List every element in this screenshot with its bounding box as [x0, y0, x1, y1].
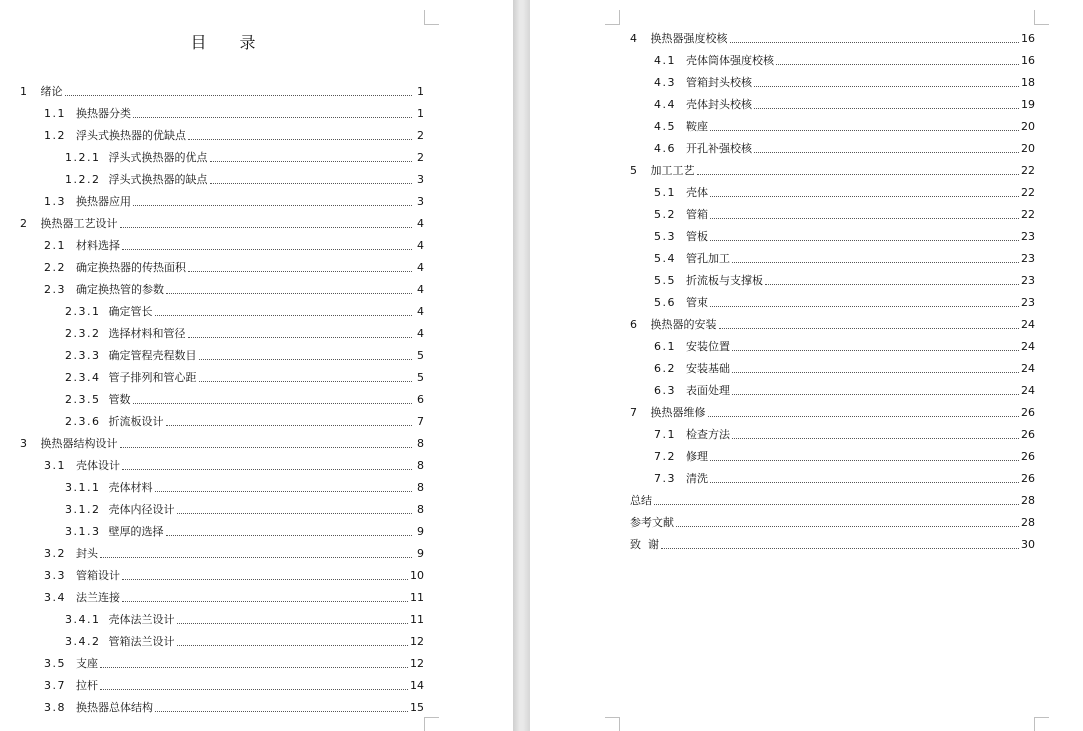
- toc-entry-title: 清洗: [686, 472, 708, 485]
- toc-entry[interactable]: [630, 93, 1035, 115]
- toc-entry-page: 12: [410, 656, 424, 670]
- toc-dot-leader: [776, 64, 1019, 65]
- toc-entry[interactable]: [630, 511, 1035, 533]
- toc-dot-leader: [732, 394, 1019, 395]
- toc-entry-title: 换热器工艺设计: [40, 217, 118, 230]
- toc-entry-number: 1.2: [44, 128, 66, 142]
- toc-entry[interactable]: [630, 379, 1035, 401]
- toc-dot-leader: [188, 337, 413, 338]
- toc-dot-leader: [710, 130, 1019, 131]
- toc-dot-leader: [155, 315, 413, 316]
- toc-entry[interactable]: [630, 49, 1035, 71]
- toc-entry-page: 22: [1021, 163, 1035, 177]
- toc-list-right: [630, 27, 1035, 555]
- toc-entry-number: 2.3.1: [65, 304, 101, 318]
- toc-dot-leader: [122, 601, 408, 602]
- page-left: [0, 0, 513, 731]
- toc-entry-page: 6: [417, 392, 424, 406]
- toc-dot-leader: [732, 438, 1019, 439]
- toc-entry-number: 2.3.6: [65, 414, 101, 428]
- toc-entry-title: 浮头式换热器的优点: [108, 151, 208, 164]
- toc-entry-number: 3.1.1: [65, 480, 101, 494]
- toc-entry-title: 壳体筒体强度校核: [686, 54, 774, 67]
- toc-list-left: [20, 80, 424, 718]
- toc-entry-title: 换热器总体结构: [76, 701, 153, 714]
- toc-entry-number: 5.1: [654, 185, 676, 199]
- toc-entry[interactable]: [20, 630, 424, 652]
- crop-mark: [424, 717, 439, 731]
- toc-dot-leader: [100, 667, 408, 668]
- toc-dot-leader: [199, 359, 413, 360]
- toc-dot-leader: [188, 139, 412, 140]
- toc-entry-number: 5.3: [654, 229, 676, 243]
- toc-entry[interactable]: [20, 366, 424, 388]
- toc-entry[interactable]: [630, 357, 1035, 379]
- toc-entry-title: 选择材料和管径: [108, 327, 186, 340]
- toc-entry[interactable]: [630, 27, 1035, 49]
- toc-entry-page: 16: [1021, 53, 1035, 67]
- toc-entry[interactable]: [630, 115, 1035, 137]
- toc-entry-title: 绪论: [40, 85, 63, 98]
- toc-entry[interactable]: [630, 401, 1035, 423]
- crop-mark: [1034, 717, 1049, 731]
- toc-entry-title: 管数: [108, 393, 131, 406]
- toc-entry-number: 1.1: [44, 106, 66, 120]
- toc-dot-leader: [166, 293, 412, 294]
- toc-dot-leader: [133, 403, 413, 404]
- toc-dot-leader: [654, 504, 1019, 505]
- toc-entry[interactable]: [20, 322, 424, 344]
- toc-entry-title: 参考文献: [630, 516, 674, 529]
- toc-entry-title: 管子排列和管心距: [108, 371, 197, 384]
- toc-entry[interactable]: [630, 269, 1035, 291]
- toc-dot-leader: [166, 535, 413, 536]
- toc-entry-title: 壳体内径设计: [108, 503, 175, 516]
- toc-entry[interactable]: [20, 564, 424, 586]
- toc-dot-leader: [133, 205, 412, 206]
- toc-entry-title: 确定管程壳程数目: [108, 349, 197, 362]
- toc-entry-number: 3: [20, 436, 29, 450]
- toc-entry-page: 24: [1021, 383, 1035, 397]
- toc-dot-leader: [177, 513, 413, 514]
- toc-entry-page: 28: [1021, 493, 1035, 507]
- crop-mark: [605, 717, 620, 731]
- toc-entry-page: 5: [417, 348, 424, 362]
- toc-entry-title: 管箱: [686, 208, 708, 221]
- toc-entry-title: 管箱封头校核: [686, 76, 752, 89]
- toc-dot-leader: [710, 482, 1019, 483]
- toc-dot-leader: [765, 284, 1019, 285]
- toc-entry-number: 2.3.5: [65, 392, 101, 406]
- toc-entry-page: 8: [417, 436, 424, 450]
- toc-entry[interactable]: [20, 80, 424, 102]
- toc-entry-number: 2: [20, 216, 29, 230]
- toc-entry-page: 18: [1021, 75, 1035, 89]
- toc-dot-leader: [719, 328, 1020, 329]
- toc-entry-title: 换热器结构设计: [40, 437, 118, 450]
- toc-entry[interactable]: [20, 344, 424, 366]
- toc-entry-number: 7.3: [654, 471, 676, 485]
- toc-dot-leader: [120, 227, 413, 228]
- toc-entry-page: 26: [1021, 471, 1035, 485]
- toc-entry-title: 管箱设计: [76, 569, 120, 582]
- toc-entry[interactable]: [20, 498, 424, 520]
- toc-entry-page: 8: [417, 480, 424, 494]
- toc-entry-number: 5.4: [654, 251, 676, 265]
- toc-entry[interactable]: [20, 278, 424, 300]
- toc-entry-number: 6.3: [654, 383, 676, 397]
- toc-entry[interactable]: [20, 388, 424, 410]
- toc-entry-page: 19: [1021, 97, 1035, 111]
- toc-entry-page: 2: [417, 128, 424, 142]
- toc-dot-leader: [65, 95, 413, 96]
- toc-dot-leader: [122, 579, 408, 580]
- toc-entry-number: 1.2.1: [65, 150, 101, 164]
- toc-entry-title: 表面处理: [686, 384, 730, 397]
- toc-entry-page: 26: [1021, 405, 1035, 419]
- toc-entry-number: 4: [630, 31, 639, 45]
- toc-entry[interactable]: [20, 520, 424, 542]
- toc-entry-page: 23: [1021, 229, 1035, 243]
- toc-entry-number: 3.7: [44, 678, 66, 692]
- toc-entry-title: 材料选择: [76, 239, 120, 252]
- toc-title: 目 录: [190, 33, 270, 52]
- toc-dot-leader: [754, 108, 1019, 109]
- toc-entry[interactable]: [630, 313, 1035, 335]
- toc-entry-page: 4: [417, 260, 424, 274]
- toc-entry-title: 支座: [76, 657, 98, 670]
- toc-entry-page: 1: [417, 106, 424, 120]
- toc-entry-number: 5.5: [654, 273, 676, 287]
- toc-entry-number: 3.4.2: [65, 634, 101, 648]
- toc-entry-number: 7.2: [654, 449, 676, 463]
- toc-entry-page: 11: [410, 590, 424, 604]
- toc-dot-leader: [120, 447, 413, 448]
- toc-entry-page: 24: [1021, 339, 1035, 353]
- toc-entry-number: 3.1.2: [65, 502, 101, 516]
- toc-entry[interactable]: [630, 137, 1035, 159]
- toc-entry[interactable]: [20, 234, 424, 256]
- toc-entry-number: 3.2: [44, 546, 66, 560]
- toc-entry-title: 管箱法兰设计: [108, 635, 175, 648]
- toc-entry-title: 封头: [76, 547, 98, 560]
- toc-entry-number: 6.2: [654, 361, 676, 375]
- toc-entry-number: 3.5: [44, 656, 66, 670]
- toc-dot-leader: [188, 271, 412, 272]
- toc-entry-number: 2.3.3: [65, 348, 101, 362]
- toc-entry-number: 2.3.4: [65, 370, 101, 384]
- toc-entry-number: 5.2: [654, 207, 676, 221]
- toc-entry[interactable]: [20, 190, 424, 212]
- toc-entry-title: 总结: [630, 494, 652, 507]
- toc-entry-number: 4.6: [654, 141, 676, 155]
- toc-entry-number: 5: [630, 163, 639, 177]
- toc-dot-leader: [100, 689, 408, 690]
- toc-entry-page: 3: [417, 172, 424, 186]
- toc-entry-title: 壳体材料: [108, 481, 153, 494]
- toc-entry[interactable]: [20, 146, 424, 168]
- toc-entry[interactable]: [630, 71, 1035, 93]
- toc-entry[interactable]: [20, 454, 424, 476]
- toc-entry[interactable]: [20, 652, 424, 674]
- toc-entry-page: 15: [410, 700, 424, 714]
- toc-entry-page: 4: [417, 238, 424, 252]
- toc-entry-page: 28: [1021, 515, 1035, 529]
- toc-entry-title: 鞍座: [686, 120, 708, 133]
- toc-dot-leader: [732, 262, 1019, 263]
- toc-dot-leader: [166, 425, 413, 426]
- toc-dot-leader: [122, 249, 412, 250]
- toc-entry-number: 4.1: [654, 53, 676, 67]
- toc-entry[interactable]: [20, 168, 424, 190]
- toc-entry[interactable]: [20, 124, 424, 146]
- toc-entry-number: 2.3: [44, 282, 66, 296]
- toc-entry[interactable]: [630, 159, 1035, 181]
- toc-dot-leader: [730, 42, 1020, 43]
- toc-entry-number: 2.1: [44, 238, 66, 252]
- toc-entry[interactable]: [20, 410, 424, 432]
- toc-entry-page: 26: [1021, 449, 1035, 463]
- toc-dot-leader: [122, 469, 412, 470]
- toc-entry[interactable]: [20, 674, 424, 696]
- toc-entry[interactable]: [20, 608, 424, 630]
- crop-mark: [1034, 10, 1049, 25]
- toc-entry-title: 拉杆: [76, 679, 98, 692]
- toc-entry-title: 换热器强度校核: [650, 32, 728, 45]
- toc-entry-number: 3.4.1: [65, 612, 101, 626]
- toc-entry-page: 3: [417, 194, 424, 208]
- toc-entry-page: 9: [417, 546, 424, 560]
- toc-entry[interactable]: [20, 542, 424, 564]
- toc-entry-title: 壳体封头校核: [686, 98, 752, 111]
- toc-entry-number: 3.8: [44, 700, 66, 714]
- toc-entry-title: 壳体设计: [76, 459, 120, 472]
- toc-entry[interactable]: [630, 467, 1035, 489]
- toc-entry-title: 加工工艺: [650, 164, 695, 177]
- toc-entry-page: 4: [417, 282, 424, 296]
- toc-entry-title: 换热器维修: [650, 406, 706, 419]
- toc-dot-leader: [697, 174, 1020, 175]
- toc-entry-page: 2: [417, 150, 424, 164]
- toc-entry-page: 11: [410, 612, 424, 626]
- toc-entry-page: 7: [417, 414, 424, 428]
- toc-entry[interactable]: [630, 335, 1035, 357]
- toc-entry-number: 7: [630, 405, 639, 419]
- toc-entry-number: 6: [630, 317, 639, 331]
- toc-entry-title: 检查方法: [686, 428, 730, 441]
- toc-entry[interactable]: [630, 203, 1035, 225]
- toc-entry-title: 壁厚的选择: [108, 525, 164, 538]
- page-right: [530, 0, 1083, 731]
- toc-entry-title: 折流板与支撑板: [686, 274, 763, 287]
- toc-entry-page: 16: [1021, 31, 1035, 45]
- toc-dot-leader: [710, 306, 1019, 307]
- toc-dot-leader: [754, 86, 1019, 87]
- toc-dot-leader: [155, 491, 413, 492]
- toc-entry-number: 3.4: [44, 590, 66, 604]
- toc-dot-leader: [732, 372, 1019, 373]
- toc-dot-leader: [177, 623, 409, 624]
- toc-entry-number: 2.2: [44, 260, 66, 274]
- toc-entry-page: 4: [417, 304, 424, 318]
- toc-dot-leader: [133, 117, 412, 118]
- toc-entry-number: 4.3: [654, 75, 676, 89]
- toc-entry-title: 确定换热器的传热面积: [76, 261, 186, 274]
- toc-dot-leader: [710, 196, 1019, 197]
- toc-dot-leader: [155, 711, 408, 712]
- toc-entry-title: 致 谢: [630, 538, 659, 551]
- toc-entry-title: 换热器分类: [76, 107, 131, 120]
- toc-entry-title: 浮头式换热器的缺点: [108, 173, 208, 186]
- toc-entry-number: 3.3: [44, 568, 66, 582]
- toc-dot-leader: [676, 526, 1019, 527]
- toc-dot-leader: [710, 240, 1019, 241]
- toc-entry-title: 换热器应用: [76, 195, 131, 208]
- toc-entry-page: 5: [417, 370, 424, 384]
- toc-entry-title: 管板: [686, 230, 708, 243]
- toc-entry-number: 3.1: [44, 458, 66, 472]
- toc-entry[interactable]: [630, 489, 1035, 511]
- toc-entry-page: 23: [1021, 251, 1035, 265]
- toc-entry-title: 管孔加工: [686, 252, 730, 265]
- toc-dot-leader: [100, 557, 412, 558]
- toc-entry[interactable]: [630, 181, 1035, 203]
- toc-dot-leader: [732, 350, 1019, 351]
- toc-entry-page: 30: [1021, 537, 1035, 551]
- toc-entry-page: 23: [1021, 295, 1035, 309]
- toc-dot-leader: [199, 381, 413, 382]
- toc-entry-page: 4: [417, 216, 424, 230]
- toc-entry-page: 24: [1021, 361, 1035, 375]
- toc-entry-number: 4.4: [654, 97, 676, 111]
- toc-entry-title: 安装位置: [686, 340, 730, 353]
- toc-entry-page: 14: [410, 678, 424, 692]
- toc-entry-page: 4: [417, 326, 424, 340]
- toc-entry-title: 壳体: [686, 186, 708, 199]
- toc-entry-page: 9: [417, 524, 424, 538]
- toc-dot-leader: [177, 645, 409, 646]
- toc-entry[interactable]: [20, 212, 424, 234]
- toc-entry-number: 7.1: [654, 427, 676, 441]
- toc-entry[interactable]: [630, 423, 1035, 445]
- toc-entry[interactable]: [630, 291, 1035, 313]
- toc-entry-page: 8: [417, 502, 424, 516]
- toc-entry-title: 浮头式换热器的优缺点: [76, 129, 186, 142]
- toc-entry[interactable]: [20, 696, 424, 718]
- toc-entry-number: 1.3: [44, 194, 66, 208]
- toc-entry-title: 确定换热管的参数: [76, 283, 164, 296]
- toc-entry-page: 8: [417, 458, 424, 472]
- toc-entry-title: 壳体法兰设计: [108, 613, 175, 626]
- toc-entry-number: 4.5: [654, 119, 676, 133]
- toc-entry[interactable]: [630, 225, 1035, 247]
- toc-entry-number: 3.1.3: [65, 524, 101, 538]
- toc-entry-title: 管束: [686, 296, 708, 309]
- toc-entry-title: 修理: [686, 450, 708, 463]
- toc-entry-page: 22: [1021, 207, 1035, 221]
- toc-dot-leader: [661, 548, 1019, 549]
- toc-entry-title: 折流板设计: [108, 415, 164, 428]
- toc-entry-page: 20: [1021, 119, 1035, 133]
- toc-dot-leader: [754, 152, 1019, 153]
- page-gutter: [513, 0, 530, 731]
- toc-entry[interactable]: [630, 247, 1035, 269]
- toc-entry-title: 确定管长: [108, 305, 153, 318]
- crop-mark: [605, 10, 620, 25]
- toc-entry-number: 2.3.2: [65, 326, 101, 340]
- toc-entry-page: 22: [1021, 185, 1035, 199]
- toc-entry-page: 10: [410, 568, 424, 582]
- toc-dot-leader: [710, 460, 1019, 461]
- toc-entry[interactable]: [630, 533, 1035, 555]
- toc-entry-page: 23: [1021, 273, 1035, 287]
- toc-entry-page: 1: [417, 84, 424, 98]
- toc-entry-title: 法兰连接: [76, 591, 120, 604]
- toc-entry-page: 20: [1021, 141, 1035, 155]
- toc-entry-number: 5.6: [654, 295, 676, 309]
- toc-entry-page: 24: [1021, 317, 1035, 331]
- toc-entry-number: 6.1: [654, 339, 676, 353]
- toc-entry[interactable]: [20, 300, 424, 322]
- toc-entry-title: 换热器的安装: [650, 318, 717, 331]
- toc-entry-title: 开孔补强校核: [686, 142, 752, 155]
- toc-entry[interactable]: [20, 432, 424, 454]
- toc-entry[interactable]: [20, 256, 424, 278]
- toc-entry-title: 安装基础: [686, 362, 730, 375]
- toc-entry[interactable]: [630, 445, 1035, 467]
- toc-entry[interactable]: [20, 102, 424, 124]
- toc-entry-page: 26: [1021, 427, 1035, 441]
- crop-mark: [424, 10, 439, 25]
- toc-entry-page: 12: [410, 634, 424, 648]
- toc-entry[interactable]: [20, 476, 424, 498]
- toc-entry[interactable]: [20, 586, 424, 608]
- toc-dot-leader: [710, 218, 1019, 219]
- toc-dot-leader: [210, 161, 413, 162]
- toc-dot-leader: [210, 183, 413, 184]
- toc-entry-number: 1: [20, 84, 29, 98]
- toc-entry-number: 1.2.2: [65, 172, 101, 186]
- toc-dot-leader: [708, 416, 1020, 417]
